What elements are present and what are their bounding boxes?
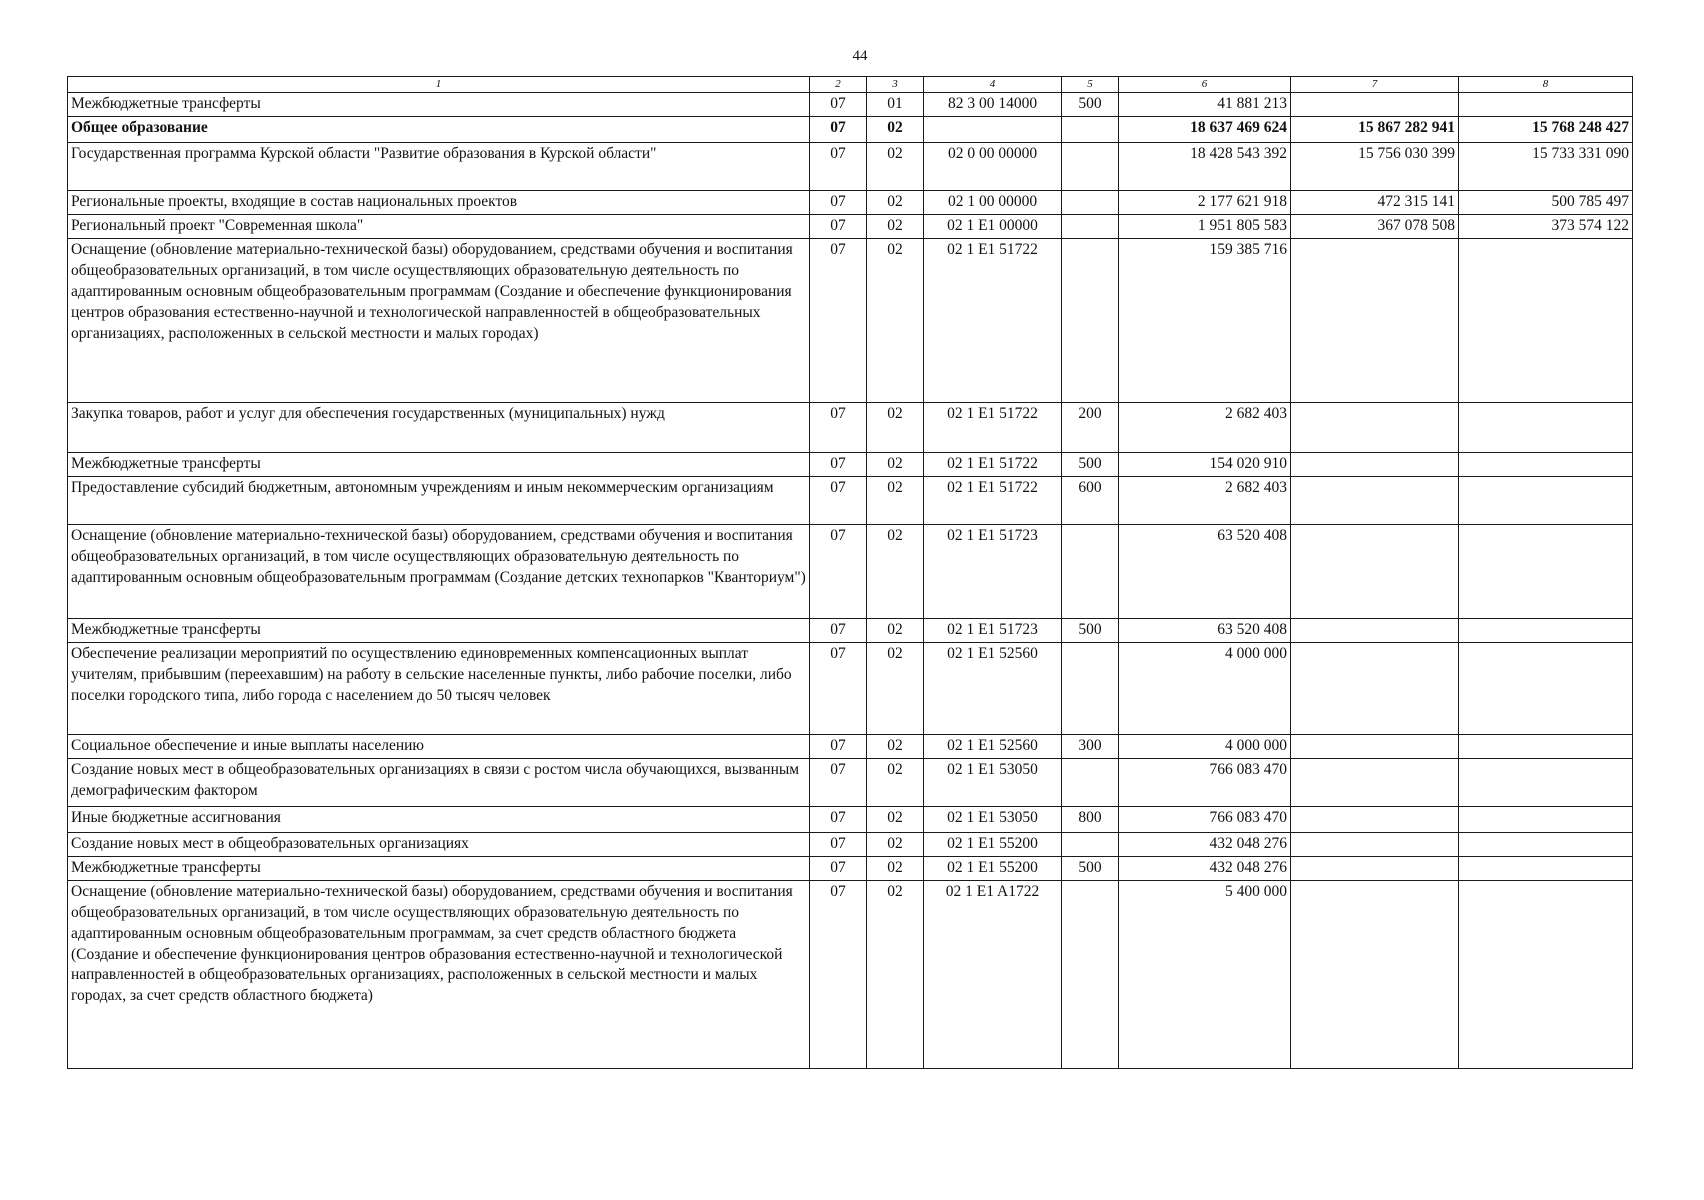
expense-type-code-cell: 300: [1062, 734, 1119, 758]
section-code-cell: 07: [810, 524, 867, 618]
column-number: 5: [1062, 77, 1119, 93]
section-code-cell: 07: [810, 190, 867, 214]
section-code-cell: 07: [810, 452, 867, 476]
target-item-code-cell: 02 1 E1 52560: [924, 642, 1062, 734]
column-number: 2: [810, 77, 867, 93]
section-code-cell: 07: [810, 806, 867, 832]
target-item-code-cell: 02 1 E1 A1722: [924, 880, 1062, 1068]
row-name-cell: Межбюджетные трансферты: [68, 618, 810, 642]
table-row: [68, 238, 1633, 402]
row-name-cell: Создание новых мест в общеобразовательных организациях в связи с ростом числа обучающихся, вызванным демографическим фактором: [68, 758, 810, 806]
target-item-code-cell: 02 1 E1 00000: [924, 214, 1062, 238]
section-code-cell: 07: [810, 856, 867, 880]
section-code-cell: 07: [810, 618, 867, 642]
expense-type-code-cell: [1062, 116, 1119, 142]
target-item-code-cell: 02 1 E1 55200: [924, 856, 1062, 880]
target-item-code-cell: 02 1 E1 51723: [924, 618, 1062, 642]
amount-year-3-cell: [1459, 758, 1633, 806]
amount-year-3-cell: [1459, 856, 1633, 880]
row-name-cell: Закупка товаров, работ и услуг для обеспечения государственных (муниципальных) нужд: [68, 402, 810, 452]
row-name-cell: Общее образование: [68, 116, 810, 142]
expense-type-code-cell: [1062, 190, 1119, 214]
section-code-cell: 07: [810, 116, 867, 142]
amount-year-1-cell: 63 520 408: [1119, 524, 1291, 618]
target-item-code-cell: 02 1 E1 51722: [924, 476, 1062, 524]
amount-year-2-cell: [1291, 758, 1459, 806]
amount-year-3-cell: 15 768 248 427: [1459, 116, 1633, 142]
amount-year-3-cell: [1459, 832, 1633, 856]
amount-year-3-cell: [1459, 524, 1633, 618]
row-name-cell: Межбюджетные трансферты: [68, 92, 810, 116]
amount-year-2-cell: 15 756 030 399: [1291, 142, 1459, 190]
section-code-cell: 07: [810, 92, 867, 116]
subsection-code-cell: 02: [867, 452, 924, 476]
subsection-code-cell: 02: [867, 476, 924, 524]
amount-year-3-cell: [1459, 452, 1633, 476]
amount-year-2-cell: [1291, 524, 1459, 618]
table-row: [68, 116, 1633, 142]
expense-type-code-cell: [1062, 142, 1119, 190]
subsection-code-cell: 02: [867, 142, 924, 190]
amount-year-1-cell: 432 048 276: [1119, 856, 1291, 880]
column-number: 4: [924, 77, 1062, 93]
amount-year-1-cell: 766 083 470: [1119, 806, 1291, 832]
target-item-code-cell: 02 1 E1 51722: [924, 238, 1062, 402]
expense-type-code-cell: [1062, 758, 1119, 806]
amount-year-2-cell: [1291, 476, 1459, 524]
table-row: [68, 476, 1633, 524]
target-item-code-cell: 02 1 E1 52560: [924, 734, 1062, 758]
expense-type-code-cell: [1062, 832, 1119, 856]
expense-type-code-cell: 800: [1062, 806, 1119, 832]
amount-year-2-cell: [1291, 806, 1459, 832]
section-code-cell: 07: [810, 402, 867, 452]
amount-year-2-cell: [1291, 880, 1459, 1068]
row-name-cell: Обеспечение реализации мероприятий по осуществлению единовременных компенсационных выплат учителям, прибывшим (переехавшим) на работу в сельские населенные пункты, либо рабочие поселки, либо поселки городского типа, либо города с населением до 50 тысяч человек: [68, 642, 810, 734]
amount-year-2-cell: 472 315 141: [1291, 190, 1459, 214]
expense-type-code-cell: [1062, 524, 1119, 618]
row-name-cell: Предоставление субсидий бюджетным, автономным учреждениям и иным некоммерческим организациям: [68, 476, 810, 524]
subsection-code-cell: 02: [867, 190, 924, 214]
amount-year-2-cell: [1291, 402, 1459, 452]
amount-year-1-cell: 1 951 805 583: [1119, 214, 1291, 238]
amount-year-1-cell: 159 385 716: [1119, 238, 1291, 402]
amount-year-1-cell: 2 177 621 918: [1119, 190, 1291, 214]
table-row: [68, 190, 1633, 214]
budget-table: [67, 76, 1633, 1069]
amount-year-1-cell: 4 000 000: [1119, 734, 1291, 758]
expense-type-code-cell: [1062, 214, 1119, 238]
target-item-code-cell: 02 1 E1 55200: [924, 832, 1062, 856]
subsection-code-cell: 02: [867, 856, 924, 880]
table-row: [68, 642, 1633, 734]
row-name-cell: Оснащение (обновление материально-технической базы) оборудованием, средствами обучения и воспитания общеобразовательных организаций, в том числе осуществляющих образовательную деятельность по адаптированным основным общеобразовательным программам (Создание и обеспечение функционирования центров образования естественно-научной и технологической направленностей в общеобразовательных организациях, расположенных в сельской местности и малых городах): [68, 238, 810, 402]
expense-type-code-cell: 500: [1062, 452, 1119, 476]
amount-year-2-cell: 15 867 282 941: [1291, 116, 1459, 142]
expense-type-code-cell: [1062, 880, 1119, 1068]
section-code-cell: 07: [810, 832, 867, 856]
amount-year-2-cell: [1291, 452, 1459, 476]
amount-year-2-cell: [1291, 238, 1459, 402]
section-code-cell: 07: [810, 642, 867, 734]
subsection-code-cell: 02: [867, 642, 924, 734]
amount-year-3-cell: [1459, 618, 1633, 642]
subsection-code-cell: 02: [867, 238, 924, 402]
column-number: 1: [68, 77, 810, 93]
column-number: 6: [1119, 77, 1291, 93]
section-code-cell: 07: [810, 734, 867, 758]
amount-year-1-cell: 2 682 403: [1119, 402, 1291, 452]
row-name-cell: Оснащение (обновление материально-технической базы) оборудованием, средствами обучения и воспитания общеобразовательных организаций, в том числе осуществляющих образовательную деятельность по адаптированным основным общеобразовательным программам, за счет средств областного бюджета (Создание и обеспечение функционирования центров образования естественно-научной и технологической направленностей в общеобразовательных организациях, расположенных в сельской местности и малых городах, за счет средств областного бюджета): [68, 880, 810, 1068]
column-number: 8: [1459, 77, 1633, 93]
table-row: [68, 402, 1633, 452]
amount-year-3-cell: [1459, 880, 1633, 1068]
section-code-cell: 07: [810, 238, 867, 402]
amount-year-3-cell: [1459, 642, 1633, 734]
amount-year-1-cell: 63 520 408: [1119, 618, 1291, 642]
table-row: [68, 452, 1633, 476]
subsection-code-cell: 02: [867, 832, 924, 856]
page-number: 44: [852, 48, 868, 64]
amount-year-1-cell: 766 083 470: [1119, 758, 1291, 806]
row-name-cell: Межбюджетные трансферты: [68, 452, 810, 476]
amount-year-1-cell: 41 881 213: [1119, 92, 1291, 116]
table-row: [68, 856, 1633, 880]
table-row: [68, 92, 1633, 116]
table-row: [68, 618, 1633, 642]
row-name-cell: Межбюджетные трансферты: [68, 856, 810, 880]
row-name-cell: Государственная программа Курской области "Развитие образования в Курской области": [68, 142, 810, 190]
target-item-code-cell: 02 1 E1 51722: [924, 402, 1062, 452]
target-item-code-cell: 02 0 00 00000: [924, 142, 1062, 190]
target-item-code-cell: 02 1 E1 51722: [924, 452, 1062, 476]
table-row: [68, 524, 1633, 618]
subsection-code-cell: 02: [867, 618, 924, 642]
subsection-code-cell: 02: [867, 758, 924, 806]
row-name-cell: Региональный проект "Современная школа": [68, 214, 810, 238]
subsection-code-cell: 02: [867, 116, 924, 142]
amount-year-2-cell: [1291, 92, 1459, 116]
row-name-cell: Создание новых мест в общеобразовательных организациях: [68, 832, 810, 856]
section-code-cell: 07: [810, 214, 867, 238]
amount-year-2-cell: 367 078 508: [1291, 214, 1459, 238]
column-number-row: [68, 77, 1633, 93]
amount-year-1-cell: 432 048 276: [1119, 832, 1291, 856]
subsection-code-cell: 02: [867, 880, 924, 1068]
amount-year-3-cell: [1459, 806, 1633, 832]
expense-type-code-cell: 500: [1062, 618, 1119, 642]
table-row: [68, 806, 1633, 832]
amount-year-3-cell: 500 785 497: [1459, 190, 1633, 214]
amount-year-1-cell: 18 428 543 392: [1119, 142, 1291, 190]
table-row: [68, 880, 1633, 1068]
section-code-cell: 07: [810, 758, 867, 806]
amount-year-2-cell: [1291, 618, 1459, 642]
amount-year-2-cell: [1291, 832, 1459, 856]
amount-year-2-cell: [1291, 734, 1459, 758]
target-item-code-cell: 02 1 E1 53050: [924, 806, 1062, 832]
table-row: [68, 758, 1633, 806]
subsection-code-cell: 01: [867, 92, 924, 116]
row-name-cell: Иные бюджетные ассигнования: [68, 806, 810, 832]
section-code-cell: 07: [810, 880, 867, 1068]
amount-year-3-cell: [1459, 476, 1633, 524]
amount-year-3-cell: [1459, 402, 1633, 452]
row-name-cell: Социальное обеспечение и иные выплаты населению: [68, 734, 810, 758]
amount-year-3-cell: [1459, 92, 1633, 116]
amount-year-1-cell: 4 000 000: [1119, 642, 1291, 734]
table-row: [68, 142, 1633, 190]
subsection-code-cell: 02: [867, 734, 924, 758]
expense-type-code-cell: 500: [1062, 92, 1119, 116]
amount-year-1-cell: 154 020 910: [1119, 452, 1291, 476]
table-row: [68, 734, 1633, 758]
amount-year-3-cell: [1459, 238, 1633, 402]
amount-year-3-cell: 15 733 331 090: [1459, 142, 1633, 190]
section-code-cell: 07: [810, 142, 867, 190]
target-item-code-cell: [924, 116, 1062, 142]
row-name-cell: Оснащение (обновление материально-технической базы) оборудованием, средствами обучения и воспитания общеобразовательных организаций, в том числе осуществляющих образовательную деятельность по адаптированным основным общеобразовательным программам (Создание детских технопарков "Кванториум"): [68, 524, 810, 618]
amount-year-1-cell: 2 682 403: [1119, 476, 1291, 524]
subsection-code-cell: 02: [867, 806, 924, 832]
amount-year-3-cell: [1459, 734, 1633, 758]
target-item-code-cell: 02 1 E1 53050: [924, 758, 1062, 806]
subsection-code-cell: 02: [867, 402, 924, 452]
subsection-code-cell: 02: [867, 214, 924, 238]
target-item-code-cell: 02 1 00 00000: [924, 190, 1062, 214]
table-row: [68, 832, 1633, 856]
expense-type-code-cell: 600: [1062, 476, 1119, 524]
amount-year-1-cell: 18 637 469 624: [1119, 116, 1291, 142]
amount-year-3-cell: 373 574 122: [1459, 214, 1633, 238]
amount-year-2-cell: [1291, 642, 1459, 734]
column-number: 3: [867, 77, 924, 93]
amount-year-1-cell: 5 400 000: [1119, 880, 1291, 1068]
subsection-code-cell: 02: [867, 524, 924, 618]
target-item-code-cell: 82 3 00 14000: [924, 92, 1062, 116]
table-row: [68, 214, 1633, 238]
table-body: [68, 92, 1633, 1068]
expense-type-code-cell: 500: [1062, 856, 1119, 880]
section-code-cell: 07: [810, 476, 867, 524]
column-number: 7: [1291, 77, 1459, 93]
expense-type-code-cell: [1062, 642, 1119, 734]
target-item-code-cell: 02 1 E1 51723: [924, 524, 1062, 618]
expense-type-code-cell: [1062, 238, 1119, 402]
amount-year-2-cell: [1291, 856, 1459, 880]
expense-type-code-cell: 200: [1062, 402, 1119, 452]
row-name-cell: Региональные проекты, входящие в состав национальных проектов: [68, 190, 810, 214]
